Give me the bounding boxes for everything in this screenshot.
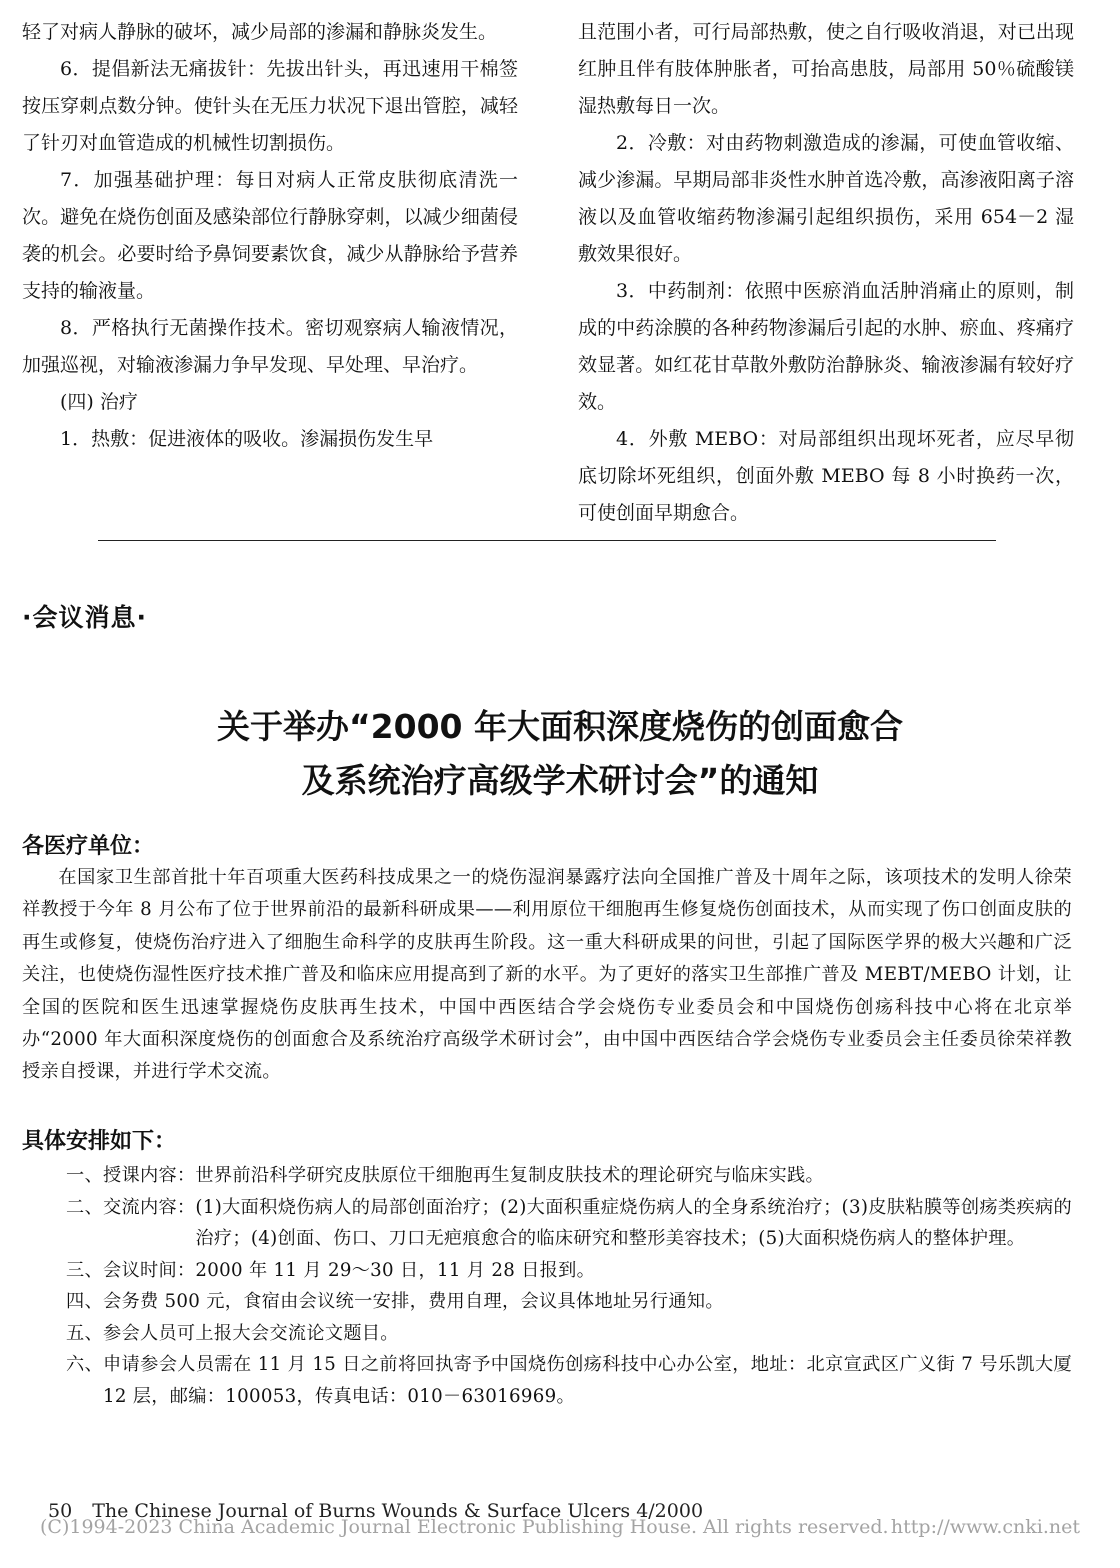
notice-body (22, 862, 1072, 1089)
list-item-label: 四、 (66, 1291, 103, 1312)
page-number: 50 (48, 1500, 73, 1522)
paragraph: 3．中药制剂：依照中医瘀消血活肿消痛止的原则，制成的中药涂膜的各种药物渗漏后引起的水肿、瘀血、疼痛疗效显著。如红花甘草散外敷防治静脉炎、输液渗漏有较好疗效。 (578, 280, 1074, 413)
list-item-text: 2000 年 11 月 29～30 日，11 月 28 日报到。 (195, 1259, 596, 1281)
list-item-label: 六、 (66, 1354, 103, 1375)
paragraph: 且范围小者，可行局部热敷，使之自行吸收消退，对已出现红肿且伴有肢体肿胀者，可抬高患肢，局部用 50％硫酸镁湿热敷每日一次。 (578, 21, 1074, 117)
section-divider (98, 540, 996, 541)
notice-addressee: 各医疗单位： (22, 834, 155, 859)
left-column (22, 14, 518, 458)
list-item-text: 世界前沿科学研究皮肤原位干细胞再生复制皮肤技术的理论研究与临床实践。 (195, 1165, 824, 1186)
notice-title-line-2: 及系统治疗高级学术研讨会”的通知 (301, 761, 819, 800)
paragraph: 1．热敷：促进液体的吸收。渗漏损伤发生早 (60, 428, 434, 450)
notice-title-line-1: 关于举办“2000 年大面积深度烧伤的创面愈合 (216, 707, 904, 746)
list-item (66, 1286, 1072, 1318)
list-item-label: 五、 (66, 1322, 103, 1344)
journal-name: The Chinese Journal of Burns Wounds & Surface Ulcers 4/2000 (92, 1500, 704, 1522)
watermark (40, 1516, 1080, 1538)
notice-title (0, 700, 1120, 808)
section-tag: ·会议消息· (22, 603, 147, 632)
list-item-text: 申请参会人员需在 11 月 15 日之前将回执寄予中国烧伤创疡科技中心办公室，地址：北京宣武区广义街 7 号乐凯大厦 12 层，邮编：100053，传真电话：010－63016969。 (102, 1354, 1072, 1407)
watermark-url: http://www.cnki.net (890, 1516, 1080, 1538)
list-item (66, 1349, 1072, 1412)
list-item-label: 一、授课内容： (66, 1165, 196, 1186)
paragraph: 2．冷敷：对由药物刺激造成的渗漏，可使血管收缩、减少渗漏。早期局部非炎性水肿首选冷敷，高渗液阳离子溶液以及血管收缩药物渗漏引起组织损伤，采用 654－2 湿敷效果很好。 (578, 132, 1074, 265)
list-item (66, 1192, 1072, 1255)
arrangements-list (66, 1160, 1072, 1412)
list-item (66, 1255, 1072, 1287)
list-item (66, 1318, 1072, 1350)
paragraph: 6．提倡新法无痛拔针：先拔出针头，再迅速用干棉签按压穿刺点数分钟。使针头在无压力状况下退出管腔，减轻了针刃对血管造成的机械性切割损伤。 (22, 58, 518, 154)
right-column (578, 14, 1074, 532)
arrangements-heading: 具体安排如下： (22, 1129, 177, 1154)
paragraph: 7．加强基础护理：每日对病人正常皮肤彻底清洗一次。避免在烧伤创面及感染部位行静脉穿刺，以减少细菌侵袭的机会。必要时给予鼻饲要素饮食，减少从静脉给予营养支持的输液量。 (22, 169, 518, 302)
paragraph: 轻了对病人静脉的破坏，减少局部的渗漏和静脉炎发生。 (22, 21, 498, 43)
list-item-text: 会务费 500 元，食宿由会议统一安排，费用自理，会议具体地址另行通知。 (102, 1291, 724, 1312)
list-item (66, 1160, 1072, 1192)
subsection-heading: (四) 治疗 (60, 391, 138, 413)
paragraph: 8．严格执行无菌操作技术。密切观察病人输液情况，加强巡视，对输液渗漏力争早发现、早处理、早治疗。 (22, 317, 518, 376)
list-item-label: 三、会议时间： (66, 1259, 196, 1281)
watermark-copyright: (C)1994-2023 China Academic Journal Electronic Publishing House. All rights reserved. (40, 1516, 889, 1538)
notice-paragraph: 在国家卫生部首批十年百项重大医药科技成果之一的烧伤湿润暴露疗法向全国推广普及十周年之际，该项技术的发明人徐荣祥教授于今年 8 月公布了位于世界前沿的最新科研成果——利用原位干细胞再生修复烧伤创面技术，从而实现了伤口创面皮肤的再生或修复，使烧伤治疗进入了细胞生命科学的皮肤再生阶段。这一重大科研成果的问世，引起了国际医学界的极大兴趣和广泛关注，也使烧伤湿性医疗技术推广普及和临床应用提高到了新的水平。为了更好的落实卫生部推广普及 MEBT/MEBO 计划，让全国的医院和医生迅速掌握烧伤皮肤再生技术，中国中西医结合学会烧伤专业委员会和中国烧伤创疡科技中心将在北京举办“2000 年大面积深度烧伤的创面愈合及系统治疗高级学术研讨会”，由中国中西医结合学会烧伤专业委员会主任委员徐荣祥教授亲自授课，并进行学术交流。 (22, 867, 1072, 1083)
list-item-label: 二、交流内容： (66, 1196, 196, 1218)
list-item-text: (1)大面积烧伤病人的局部创面治疗；(2)大面积重症烧伤病人的全身系统治疗；(3)皮肤粘膜等创疡类疾病的治疗；(4)创面、伤口、刀口无疤痕愈合的临床研究和整形美容技术；(5)大面积烧伤病人的整体护理。 (195, 1196, 1072, 1249)
list-item-text: 参会人员可上报大会交流论文题目。 (102, 1322, 399, 1344)
paragraph: 4．外敷 MEBO：对局部组织出现坏死者，应尽早彻底切除坏死组织，创面外敷 MEBO 每 8 小时换药一次，可使创面早期愈合。 (578, 428, 1074, 524)
